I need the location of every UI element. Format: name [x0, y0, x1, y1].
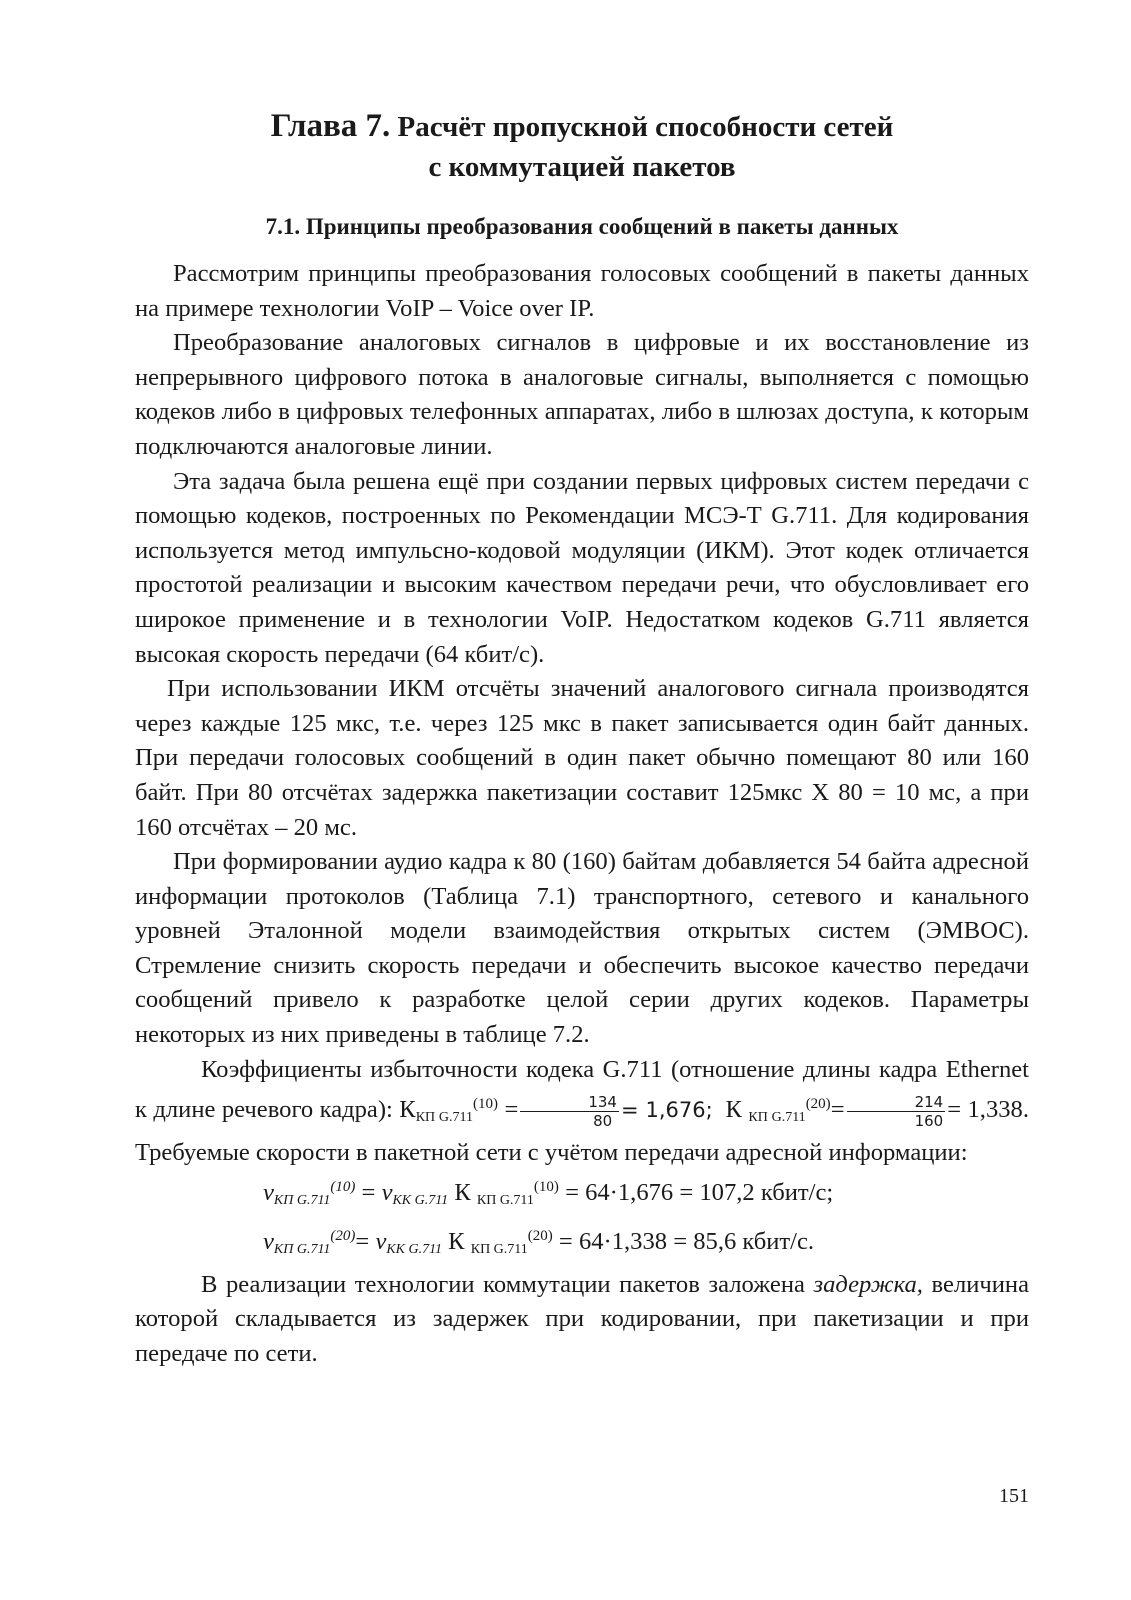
coef-eq-2: =	[830, 1096, 845, 1124]
formula-2-v-left-sup: (20)	[330, 1228, 356, 1245]
formula-1-result: = 64·1,676 = 107,2 кбит/с;	[558, 1179, 834, 1207]
coef-sup-20: (20)	[805, 1096, 831, 1113]
formula-2-k-sup: (20)	[527, 1228, 553, 1245]
formula-2	[135, 1219, 1029, 1268]
fraction-numerator: 134	[520, 1093, 619, 1112]
chapter-label: Глава 7.	[270, 108, 391, 144]
page-number: 151	[999, 1485, 1029, 1507]
final-after: величина которой складывается из задержек при кодировании, при пакетизации и при передаче по сети.	[135, 1270, 1029, 1367]
paragraph-1: Рассмотрим принципы преобразования голосовых сообщений в пакеты данных на примере технологии VoIP – Voice over IP.	[135, 260, 1029, 322]
formula-1-v-right-sub: КК G.711	[392, 1193, 449, 1209]
coef-eq-3: =	[947, 1096, 962, 1124]
paragraph-coefficients	[135, 1053, 1029, 1171]
formula-2-v-left-sub: КП G.711	[273, 1242, 331, 1258]
formula-1-eq: =	[355, 1179, 382, 1207]
coef-sup-10: (10)	[473, 1096, 499, 1113]
formula-1	[135, 1170, 1029, 1219]
fraction-denominator: 160	[914, 1112, 944, 1131]
formula-1-k: К	[448, 1179, 477, 1207]
coef-sub-2: КП G.711	[748, 1110, 806, 1126]
fraction-214-160	[847, 1093, 946, 1130]
fraction-numerator: 214	[847, 1093, 946, 1112]
formula-2-k-sub: КП G.711	[470, 1242, 528, 1258]
final-before: В реализации технологии коммутации пакетов заложена	[201, 1270, 814, 1298]
formula-2-k: К	[442, 1228, 471, 1256]
coef-k-2: К	[725, 1096, 742, 1124]
fraction-134-80	[520, 1093, 619, 1130]
formula-2-eq: =	[355, 1228, 376, 1256]
formula-2-result: = 64·1,338 = 85,6 кбит/с.	[552, 1228, 815, 1256]
coef-sub-1: КП G.711	[415, 1110, 474, 1126]
chapter-title-line1: Расчёт пропускной способности сетей	[397, 111, 894, 143]
coef-value-1: = 1,676;	[620, 1098, 713, 1123]
formula-2-v-left: v	[263, 1228, 274, 1256]
fraction-denominator: 80	[593, 1112, 613, 1131]
coef-intro: Коэффициенты избыточности кодека G.711 (отношение длины кадра Ethernet к длине речевого кадра): К	[135, 1055, 1029, 1124]
paragraph-3: Эта задача была решена ещё при создании первых цифровых систем передачи с помощью кодеков, построенных по Рекомендации МСЭ-Т G.711. Для кодирования используется метод импульсно-кодовой модуляции (ИКМ). Этот кодек отличается простотой реализации и высоким качеством передачи речи, что обусловливает его широкое применение и в технологии VoIP. Недостатком кодеков G.711 является высокая скорость передачи (64 кбит/с).	[135, 467, 1029, 668]
formula-1-v-left: v	[263, 1179, 274, 1207]
chapter-title-line2: с коммутацией пакетов	[428, 151, 736, 183]
section-title: 7.1. Принципы преобразования сообщений в пакеты данных	[265, 214, 899, 239]
formula-1-k-sub: КП G.711	[476, 1193, 534, 1209]
formula-1-v-left-sup: (10)	[330, 1179, 356, 1196]
formula-1-v-right: v	[381, 1179, 393, 1207]
paragraph-4: При использовании ИКМ отсчёты значений аналогового сигнала производятся через каждые 125 мкс, т.е. через 125 мкс в пакет записывается один байт данных. При передачи голосовых сообщений в один пакет обычно помещают 80 или 160 байт. При 80 отсчётах задержка пакетизации составит 125мкс Х 80 = 10 мс, а при 160 отсчётах – 20 мс.	[135, 675, 1029, 841]
formula-2-v-right: v	[375, 1228, 387, 1256]
coef-eq-1: =	[504, 1096, 519, 1124]
chapter-title	[135, 106, 1029, 187]
body-text	[135, 257, 1029, 1371]
paragraph-final	[135, 1268, 1029, 1372]
formula-2-v-right-sub: КК G.711	[386, 1242, 443, 1258]
formula-1-v-left-sub: КП G.711	[273, 1193, 331, 1209]
paragraph-2: Преобразование аналоговых сигналов в цифровые и их восстановление из непрерывного цифрового потока в аналоговые сигналы, выполняется с помощью кодеков либо в цифровых телефонных аппаратах, либо в шлюзах доступа, к которым подключаются аналоговые линии.	[135, 329, 1029, 460]
formula-1-k-sup: (10)	[533, 1179, 559, 1196]
coef-value-2-tail: 1,338. Требуемые скорости в пакетной сети с учётом передачи адресной информации:	[135, 1096, 1029, 1166]
final-emphasis: задержка,	[813, 1270, 923, 1298]
paragraph-5: При формировании аудио кадра к 80 (160) байтам добавляется 54 байта адресной информации протоколов (Таблица 7.1) транспортного, сетевого и канального уровней Эталонной модели взаимодействия открытых систем (ЭМВОС). Стремление снизить скорость передачи и обеспечить высокое качество передачи сообщений привело к разработке целой серии других кодеков. Параметры некоторых из них приведены в таблице 7.2.	[135, 848, 1029, 1049]
